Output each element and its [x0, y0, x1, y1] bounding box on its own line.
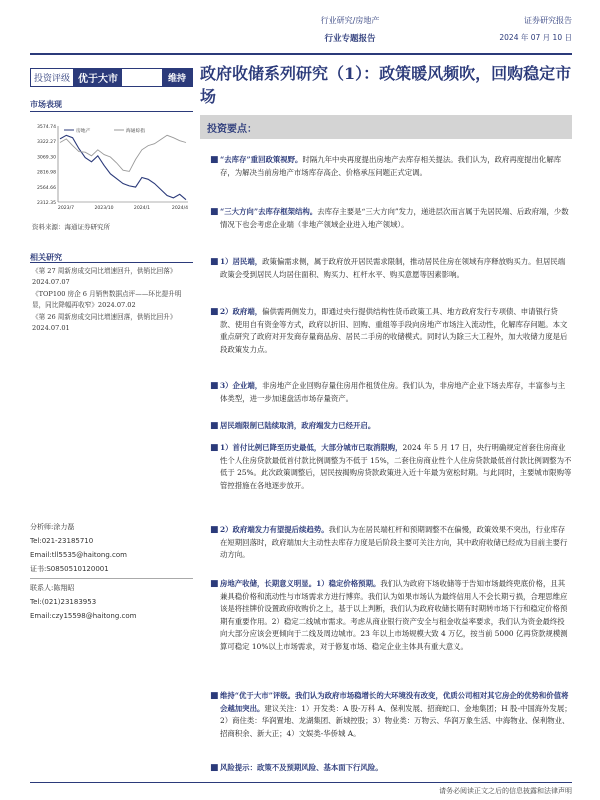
- bullet-text: 偏供需两侧发力，即通过央行提供结构性货币政策工具、地方政府发行专项债、申请银行贷款、使用自有资金等方式，政府以折旧、回购、重组等手段向房地产市场注入流动性，化解库存问题。本文重点研究了政府对开发商存量商品房、居民二手房的收储模式。同时认为除三大工程外，加大收储力度是后段政策发力点。: [220, 307, 568, 354]
- y-tick-label: 3322.27: [37, 140, 56, 146]
- y-tick-label: 3069.30: [37, 155, 56, 161]
- bullet-icon: ■: [210, 763, 219, 773]
- bullet-item: [210, 420, 572, 433]
- header-category: 行业研究/房地产: [320, 16, 380, 25]
- market-chart: [30, 122, 193, 214]
- header-meta-block: [499, 15, 572, 43]
- market-chart-svg: [30, 122, 193, 214]
- x-tick-label: 2023/10: [94, 206, 114, 211]
- bullet-emphasis: 风险提示：政策不及预期风险、基本面下行风险。: [220, 763, 383, 772]
- bullet-icon: ■: [210, 155, 219, 165]
- legend-label: 海通综指: [126, 129, 146, 134]
- rating-value: 优于大市: [74, 69, 122, 86]
- header-report-type: 行业专题报告: [324, 34, 376, 44]
- y-tick-label: 2816.98: [37, 170, 56, 176]
- bullet-emphasis: 居民端限制已陆续取消，政府端发力已经开启。: [220, 421, 376, 430]
- x-tick-label: 2024/4: [171, 206, 189, 211]
- bullet-text: 2024 年 5 月 17 日，央行明确规定首套住房商业性个人住房贷款最低首付款比例调整为不低于 15%，二套住房商业性个人住房贷款最低首付款比例调整为不低于 25%。此次政策调整后，居民按揭购房贷款政策进入近十年最为宽松时期。与此同时，主要城市限购等管控措施在各地逐步放开。: [220, 443, 572, 490]
- bullet-emphasis: 维持“优于大市”评级。我们认为政府市场稳增长的大环境没有改变，优质公司相对其它房企的优势和价值将会越加突出。: [220, 691, 569, 713]
- footer-rule: [30, 782, 572, 783]
- bullet-icon: ■: [210, 207, 219, 217]
- bullet-emphasis: “三大方向”去库存框架结构。: [220, 207, 318, 216]
- bullet-icon: ■: [210, 579, 219, 589]
- bullet-item: [210, 380, 572, 405]
- related-list: [32, 266, 192, 335]
- related-item-2[interactable]: 《TOP100 房企 6 月销售数据点评——环比提升明显，同比降幅再收窄》2024.07.02: [32, 290, 182, 309]
- bullet-item: [210, 578, 572, 654]
- header-rule: [30, 53, 572, 55]
- related-item-1[interactable]: 《第 27 周新房成交同比增速回升，供销比回落》2024.07.07: [32, 267, 177, 286]
- bullet-icon: ■: [210, 381, 219, 391]
- y-tick-label: 3574.74: [37, 125, 56, 130]
- footer-disclaimer: 请务必阅读正文之后的信息披露和法律声明: [439, 787, 572, 795]
- rating-action: 维持: [162, 69, 192, 86]
- related-title-rule: [30, 262, 193, 263]
- bullet-icon: ■: [210, 525, 219, 535]
- bullet-icon: ■: [210, 691, 219, 701]
- key-points-heading: 投资要点：: [207, 124, 257, 135]
- related-title: 相关研究: [30, 252, 62, 262]
- bullet-icon: ■: [210, 257, 219, 267]
- y-tick-label: 2312.35: [37, 201, 56, 206]
- analyst-cert: 证书:S0850510120001: [30, 565, 109, 573]
- bullet-emphasis: 2）政府端发力有望提后续趋势。: [220, 525, 329, 534]
- bullet-item: [210, 256, 572, 281]
- bullet-text: 建议关注：1）开发类：A 股-万科 A、保利发展、招商蛇口、金地集团；H 股-中国海外发展；2）商住类：华润置地、龙湖集团、新城控股；3）物业类：万物云、华润万象生活、中海物业、保利物业、招商积余、新大正；4）文娱类-华侨城 A。: [220, 703, 572, 738]
- bullet-text: 我们认为在居民端杠杆和预期调整不在偏慢，政策效果不突出，行业库存在短期回落时，政府端加大主动性去库存力度是后阶段主要可关注方向，其中政府收储已经成为目前主要行动方向。: [220, 525, 568, 560]
- rating-box: [30, 68, 193, 87]
- bullet-emphasis: 2）政府端，: [220, 307, 263, 316]
- header-date: 2024 年 07 月 10 日: [499, 33, 572, 42]
- legend-label: 房地产: [76, 129, 91, 134]
- bullet-item: [210, 206, 572, 231]
- bullet-text: 时隔九年中央再度提出房地产去库存相关提法。我们认为，政府再度提出化解库存，为解决当前房地产市场库存高企、价格承压问题正式定调。: [220, 155, 562, 177]
- bullet-item: [210, 524, 572, 562]
- report-title: 政府收储系列研究（1）：政策暖风频吹，回购稳定市场: [200, 64, 572, 106]
- bullet-text: 政策偏需求侧，属于政府放开居民需求限制，推动居民住房在领域有序释放购买力。但居民端政策会受到居民人均居住面积、购买力、杠杆水平、购买意愿等因素影响。: [220, 257, 566, 279]
- bullet-item: [210, 690, 572, 740]
- bullet-emphasis: 3）企业端，: [220, 381, 263, 390]
- bullet-text: 去库存主要是“三大方向”发力，递进层次而言属于先居民端、后政府端，少数情况下也会考虑企业端（非地产领域企业进入地产领域）。: [220, 207, 569, 229]
- market-title: 市场表现: [30, 99, 62, 109]
- bullet-item: [210, 154, 572, 179]
- related-item-3[interactable]: 《第 26 周新房成交同比增速回落，供销比回升》2024.07.01: [32, 313, 177, 332]
- analyst-block: [30, 520, 193, 623]
- bullet-icon: ■: [210, 307, 219, 317]
- bullet-text: 我们认为政府下场收储等于告知市场最终兜底价格，且其兼具稳价格和流动性与市场需求方进行博弈。我们认为如果市场认为最终信用人不会长期亏损，合理思维应该是将挂牌价设置政府收购价之上，基于以上判断，我们认为政府收储长期有时期转市场下行和稳定价格预期有重要作用。2）稳定二线城市需求。考虑从商业银行资产安全与租金收益率要求，我们认为资金最终投向大部分应该会更倾向于二线及周边城市。23 年以上市场规模大致 4 万亿，按当前 5000 亿再贷款规模测算可稳定 10%以上市场需求，对于修复市场、稳定企业主体具有重大意义。: [220, 579, 568, 651]
- analyst-email[interactable]: Email:tll5535@haitong.com: [30, 551, 127, 559]
- bullet-emphasis: 1）居民端，: [220, 257, 263, 266]
- analyst-name: 分析师:涂力磊: [30, 523, 75, 531]
- analyst-divider: [30, 578, 193, 579]
- market-source: 资料来源：海通证券研究所: [32, 223, 110, 231]
- x-tick-label: 2024/1: [133, 206, 151, 211]
- market-title-rule: [30, 111, 193, 112]
- header-doc-type: 证券研究报告: [524, 16, 572, 25]
- key-points-bar: [200, 115, 572, 139]
- rating-label: 投资评级: [31, 69, 74, 86]
- header-category-block: [300, 15, 400, 44]
- series-line-composite: [60, 135, 186, 171]
- bullet-item: [210, 306, 572, 356]
- bullet-text: 非房地产企业回购存量住房用作租赁住房。我们认为，非房地产企业下场去库存，丰富参与主体类型，进一步加速盘活市场存量资产。: [220, 381, 566, 403]
- y-tick-label: 2564.66: [37, 185, 56, 191]
- contact-name: 联系人:陈翔昭: [30, 584, 75, 592]
- bullet-icon: ■: [210, 421, 219, 431]
- contact-email[interactable]: Email:czy15598@haitong.com: [30, 612, 137, 620]
- bullet-emphasis: 房地产收储，长期意义明显。1）稳定价格预期。: [220, 579, 381, 588]
- bullet-icon: ■: [210, 443, 219, 453]
- bullet-item: [210, 442, 572, 492]
- bullet-emphasis: 1）首付比例已降至历史最低，大部分城市已取消限购，: [220, 443, 403, 452]
- contact-tel: Tel:(021)23183953: [30, 598, 97, 606]
- x-tick-label: 2023/7: [57, 206, 75, 211]
- analyst-tel: Tel:021-23185710: [30, 537, 94, 545]
- series-line-realestate: [60, 135, 186, 199]
- bullet-emphasis: “去库存”重回政策视野。: [220, 155, 303, 164]
- bullet-item: [210, 762, 572, 775]
